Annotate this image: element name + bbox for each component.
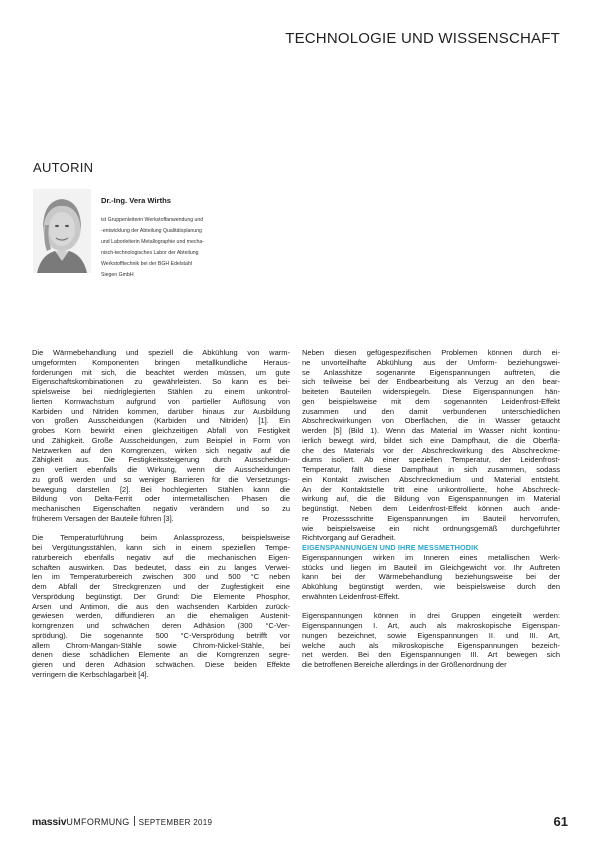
author-bio-line: ist Gruppenleiterin Werkstoffanwendung und <box>101 217 204 223</box>
author-portrait <box>33 189 91 273</box>
brand-name-light: UMFORMUNG <box>66 817 130 827</box>
author-bio-line: Siegen GmbH <box>101 272 134 278</box>
body-text-line: denen diese schädlichen Elemente an die Korngrenzen segre- <box>32 650 290 660</box>
section-subheading: EIGENSPANNUNGEN UND IHRE MESSMETHODIK <box>302 543 479 552</box>
author-bio-line: nisch-technologisches Labor der Abteilung <box>101 250 199 256</box>
body-text-line: An der Kontaktstelle tritt eine unkontrollierte, hohe Abschreck- <box>302 484 560 494</box>
author-name: Dr.-Ing. Vera Wirths <box>101 196 171 205</box>
body-text-line: welche auch als mikroskopische Eigenspannungen bezeich- <box>302 640 560 650</box>
paragraph-gap <box>32 524 290 534</box>
body-text-line: gen beispielsweise mit dem sogenannten Leidenfrost-Effekt <box>302 396 560 406</box>
body-text-line: grobes Korn bewirkt einen gleichzeitigen Abfall von Festigkeit <box>32 426 290 435</box>
body-text-line: Versprödung begünstigt. Der Grund: Die Elemente Phosphor, <box>32 591 290 601</box>
body-text-line: umgeformten Komponenten bringen metallkundliche Heraus- <box>32 357 290 367</box>
brand-name-bold: massiv <box>32 816 67 828</box>
body-text-line: sprödung). Die sogenannte 500 °C-Versprödung betrifft vor <box>32 630 290 640</box>
body-text-line: Die Wärmebehandlung und speziell die Abkühlung von warm- <box>32 348 290 357</box>
body-text-line: wie beispielsweise ein nicht ordnungsgemäß durchgeführter <box>302 523 560 533</box>
body-text-line: früherem Versagen der Bauteile führen [3]. <box>32 513 174 523</box>
body-text-line: verringern die Kerbschlagarbeit [4]. <box>32 669 149 679</box>
body-text-line: die betroffenen Bereiche allerdings in der Größenordnung der <box>302 660 507 669</box>
body-text-line: wirkung auf, die die Bildung von Eigenspannungen im Material <box>302 494 560 504</box>
body-text-line: spielsweise bei niedriglegierten Stählen zu einem unkontrol- <box>32 387 290 396</box>
body-text-line: gen verliert ebenfalls die Wirkung, wenn die Ausscheidungen <box>32 465 290 474</box>
body-text-line: begünstigt. Neben dem Leidenfrost-Effekt können auch ande- <box>302 504 560 513</box>
body-text-line: lierten Kornwachstum aufgrund von partieller Auflösung von <box>32 396 290 406</box>
body-text-line: Abkühlung begünstigt werden, wie beispielsweise durch den <box>302 582 560 591</box>
body-text-line: Die Temperaturführung beim Anlassprozess, beispielsweise <box>32 533 290 543</box>
body-text-line: Zähigkeit aus. Die Festigkeitssteigerung durch Ausscheidun- <box>32 455 290 465</box>
body-text-line: diums isoliert. Ab einer speziellen Temperatur, der Leidenfrost- <box>302 455 560 465</box>
body-text-line: ein Kontakt zwischen Abschreckmedium und Material entsteht. <box>302 474 560 484</box>
body-text-line: Arsen und Antimon, die aus den wachsenden Karbiden zurück- <box>32 601 290 611</box>
footer-divider <box>134 816 135 826</box>
body-text-line: Eigenspannungen können in drei Gruppen eingeteilt werden: <box>302 611 560 621</box>
issue-date: SEPTEMBER 2019 <box>138 818 213 827</box>
body-text-line: nungen bezeichnet, sowie Eigenspannungen II. und III. Art, <box>302 630 560 640</box>
page-footer <box>32 814 568 832</box>
body-text-line: ne unvorteilhafte Abkühlung aus der Umform- beziehungswei- <box>302 357 560 367</box>
body-text-line: zu groß werden und so weniger Barrieren für die Versetzungs- <box>32 474 290 484</box>
body-text-line: net werden. Bei den Eigenspannungen III. Art bewegen sich <box>302 650 560 660</box>
author-section-label: AUTORIN <box>33 160 94 175</box>
body-text-right-column <box>302 348 560 670</box>
section-header-title: TECHNOLOGIE UND WISSENSCHAFT <box>285 30 560 47</box>
body-text-line: Karbiden und Nitriden kommen, darüber hinaus zur Ausbildung <box>32 406 290 416</box>
body-text-line: gieren und deren Adhäsion schwächen. Diese beiden Effekte <box>32 660 290 669</box>
body-text-line: allem Chrom-Mangan-Stähle sowie Chrom-Nickel-Stähle, bei <box>32 640 290 650</box>
body-text-line: Eigenspannungen wirken im Inneren eines metallischen Werk- <box>302 552 560 562</box>
body-text-line: stücks und liegen im Bauteil im Gleichgewicht vor. Ihr Auftreten <box>302 562 560 572</box>
body-text-line: beiteten Bauteilen widerspiegeln. Diese Eigenspannungen hän- <box>302 387 560 396</box>
magazine-brand <box>32 816 212 828</box>
author-bio-line: -entwicklung der Abteilung Qualitätsplanung <box>101 228 202 234</box>
body-text-line: mechanischen Eigenschaften negativ verändern und so zu <box>32 504 290 513</box>
paragraph-gap <box>302 602 560 612</box>
body-text-line: forderungen mit sich, die beachtet werden müssen, um gute <box>32 367 290 377</box>
body-text-line: Bildung von Delta-Ferrit oder intermetallischen Phasen die <box>32 494 290 504</box>
body-text-line: bewegung darstellen [2]. Bei hochlegierten Stählen kann die <box>32 484 290 494</box>
body-text-line: dem Abfall der Streckgrenzen und der Zugfestigkeit eine <box>32 582 290 591</box>
body-text-line: Neben diesen gefügespezifischen Problemen können durch ei- <box>302 348 560 357</box>
body-text-line: re Prozessschritte Eigenspannungen im Bauteil hervorrufen, <box>302 513 560 523</box>
body-text-line: se Anlasshitze sogenannte Eigenspannungen auftreten, die <box>302 367 560 377</box>
body-text-left-column <box>32 348 290 680</box>
page-number: 61 <box>553 814 568 829</box>
body-text-line: werden [5] (Bild 1). Wenn das Material im Wasser nicht kontinu- <box>302 426 560 435</box>
body-text-line: Netzwerken auf den Korngrenzen, wirken sich negativ auf die <box>32 445 290 455</box>
body-text-line: len im Temperaturbereich zwischen 300 und 500 °C neben <box>32 572 290 582</box>
body-text-line: Abschreckwirkungen von Oberflächen, die in Wasser getaucht <box>302 416 560 426</box>
body-text-line: erwähnten Leidenfrost-Effekt. <box>302 591 400 601</box>
body-text-line: gewiesen werden, diffundieren an die ehemaligen Austenit- <box>32 611 290 621</box>
body-text-line: che des Materials vor der Abschreckwirkung des Abschreckme- <box>302 445 560 455</box>
body-text-line: Eigenspannungen I. Art, auch als makroskopische Eigenspan- <box>302 621 560 630</box>
body-text-line: von großen Ausscheidungen (Karbiden und Nitriden) [1]. Ein <box>32 416 290 426</box>
author-bio <box>101 215 259 281</box>
body-text-line: kann bei der Wärmebehandlung beziehungsweise bei der <box>302 572 560 582</box>
body-text-line: bei Vergütungsstählen, kann sich in einem speziellen Tempe- <box>32 543 290 552</box>
body-text-line: raturbereich ebenfalls negativ auf die mechanischen Eigen- <box>32 552 290 562</box>
body-text-line: ierlich bewegt wird, bildet sich eine Dampfhaut, die die Oberflä- <box>302 435 560 445</box>
body-text-line: schaften auswirken. Das bedeutet, dass ein zu langes Verwei- <box>32 562 290 572</box>
body-text-line: sich teilweise bei der Endbearbeitung als Verzug an den bear- <box>302 377 560 387</box>
body-text-line: Temperatur, fällt diese Dampfhaut in sich zusammen, sodass <box>302 465 560 474</box>
body-text-line: korngrenzen und schwächen deren Adhäsion (300 °C-Ver- <box>32 621 290 630</box>
body-text-line: Eigenschaftskombinationen zu gewährleisten. So kann es bei- <box>32 377 290 387</box>
author-bio-line: und Laborleiterin Metallographie und mecha- <box>101 239 204 245</box>
body-text-line: Richtvorgang auf Geradheit. <box>302 533 396 543</box>
body-text-line: zusammen und den damit verbundenen unterschiedlichen <box>302 406 560 416</box>
body-text-line: und Zähigkeit. Große Ausscheidungen, zum Beispiel in Form von <box>32 435 290 445</box>
author-bio-line: Werkstofftechnik bei der BGH Edelstahl <box>101 261 192 267</box>
